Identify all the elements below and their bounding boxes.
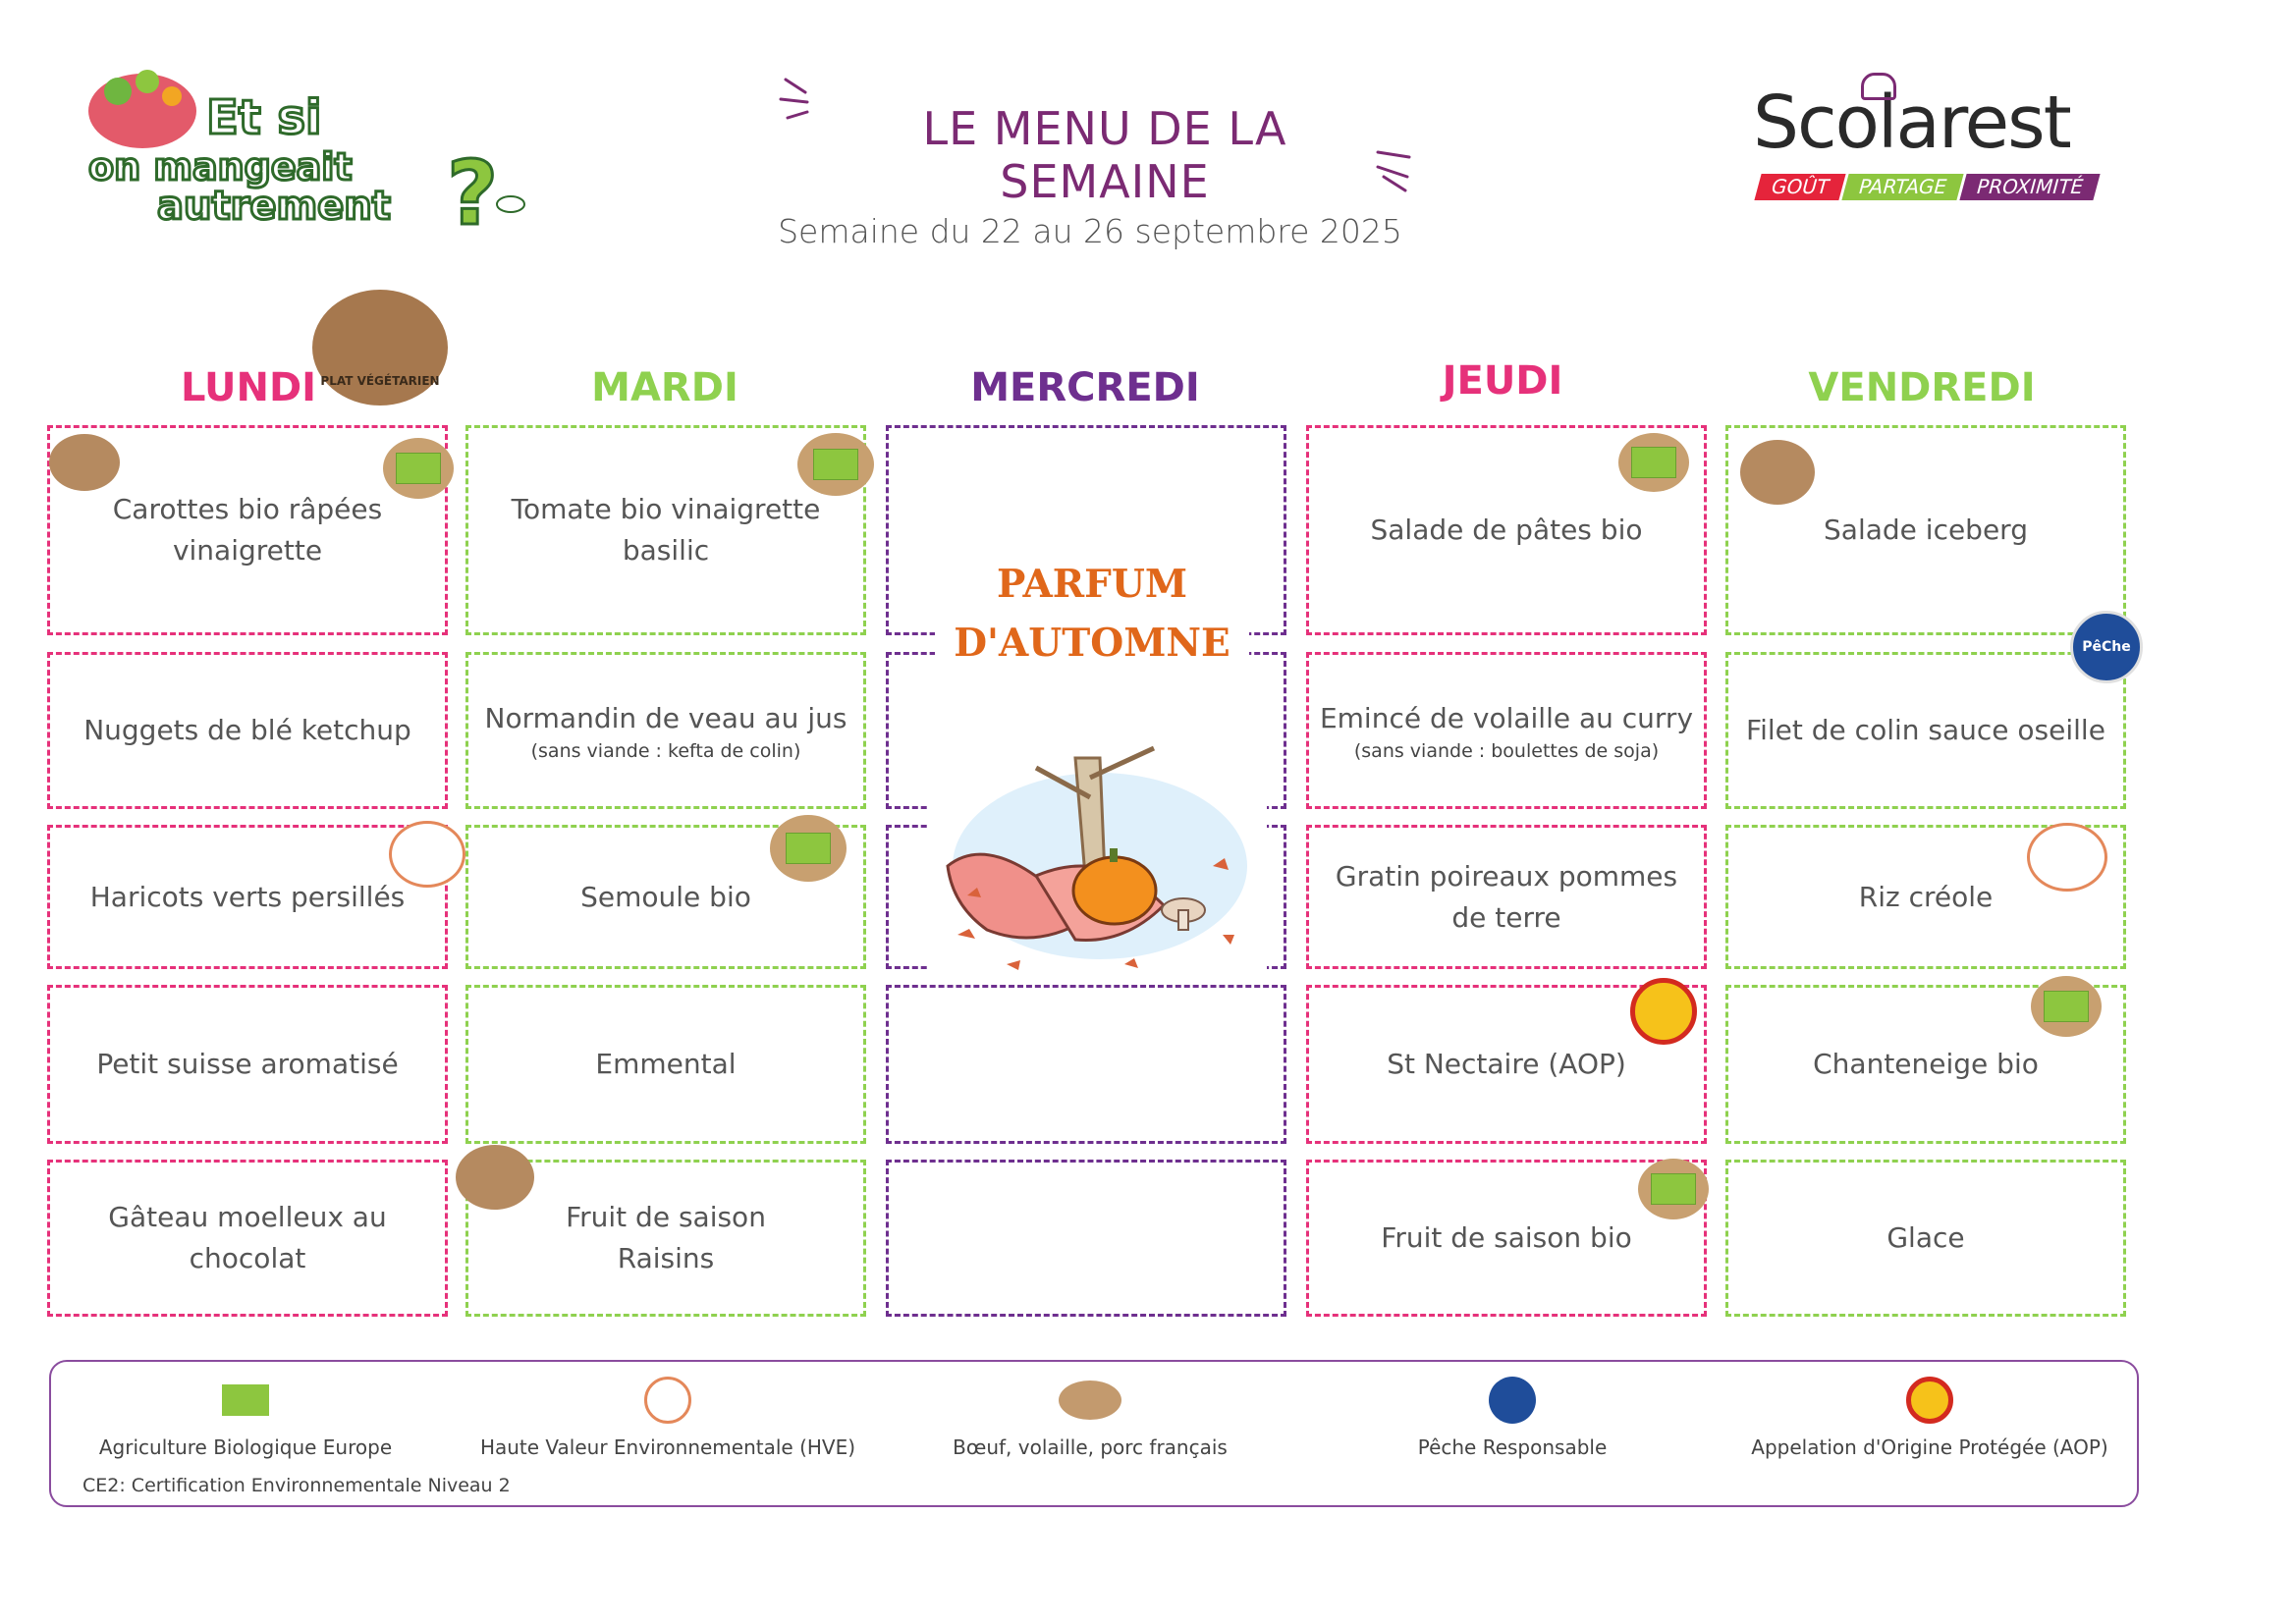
- eu-organic-icon: [383, 438, 454, 499]
- dish-label: Emmental: [595, 1048, 737, 1080]
- dish-label: Glace: [1886, 1221, 1965, 1254]
- dish-label: Riz créole: [1858, 880, 1994, 913]
- vegetarian-badge-label: PLAT VÉGÉTARIEN: [320, 374, 440, 388]
- chef-hat-icon: [1861, 73, 1896, 100]
- legend-label: Bœuf, volaille, porc français: [953, 1435, 1228, 1459]
- day-header-mardi: MARDI: [591, 365, 738, 410]
- dish-label: Gratin poireaux pommes de terre: [1335, 859, 1678, 934]
- vegetarian-dish-badge: [312, 290, 448, 406]
- legend-label: Pêche Responsable: [1417, 1435, 1608, 1459]
- dish-label: Fruit de saison: [566, 1201, 766, 1233]
- dish-label: Haricots verts persillés: [89, 880, 406, 913]
- dish-label: Petit suisse aromatisé: [96, 1048, 399, 1080]
- title-decoration-right: [1370, 147, 1429, 196]
- menu-cell-lundi-accompagnement: [47, 825, 448, 969]
- dish-label: Gâteau moelleux au chocolat: [108, 1201, 387, 1274]
- peche-responsable-icon: [2070, 611, 2143, 683]
- theme-title-line2: D'AUTOMNE: [954, 621, 1230, 667]
- campaign-logo: [79, 57, 540, 239]
- eu-organic-icon: [797, 433, 874, 496]
- day-header-vendredi: VENDREDI: [1808, 365, 2036, 410]
- legend-item-hve: [462, 1377, 874, 1459]
- dish-note: (sans viande : kefta de colin): [530, 739, 801, 762]
- dish-label: Fruit de saison bio: [1381, 1221, 1632, 1254]
- dish-label: Emincé de volaille au curry: [1319, 701, 1694, 734]
- brand-tag-proximite: PROXIMITÉ: [1960, 174, 2101, 200]
- legend-label: Haute Valeur Environnementale (HVE): [479, 1435, 856, 1459]
- dish-label: Semoule bio: [580, 880, 751, 913]
- menu-cell-jeudi-accompagnement: [1306, 825, 1707, 969]
- dish-note: (sans viande : boulettes de soja): [1353, 739, 1660, 762]
- aop-icon: [1630, 978, 1697, 1045]
- svg-text:?: ?: [447, 142, 499, 239]
- autumn-illustration: [928, 738, 1267, 979]
- dish-label-line2: Raisins: [617, 1242, 715, 1274]
- menu-cell-mercredi-5: [886, 1160, 1286, 1317]
- hve-icon: [644, 1377, 691, 1424]
- day-header-mercredi: MERCREDI: [970, 365, 1200, 410]
- menu-cell-lundi-plat: [47, 652, 448, 809]
- fresh-produce-icon: [49, 434, 120, 491]
- theme-title: [935, 555, 1249, 674]
- menu-cell-mardi-plat: [465, 652, 866, 809]
- hve-icon: [2027, 823, 2107, 892]
- menu-cell-jeudi-plat: [1306, 652, 1707, 809]
- hve-icon: [389, 821, 465, 888]
- dish-label: Filet de colin sauce oseille: [1746, 714, 2105, 746]
- brand-tag-partage: PARTAGE: [1841, 174, 1963, 200]
- eu-organic-icon: [770, 815, 847, 882]
- eu-organic-icon: [222, 1377, 269, 1424]
- svg-text:Et si: Et si: [206, 90, 322, 145]
- peche-badge-label: PêChe: [2082, 639, 2131, 655]
- brand-tagline: [1758, 174, 2100, 200]
- day-header-jeudi: JEUDI: [1442, 358, 1563, 404]
- ce2-note: CE2: Certification Environnementale Niveau 2: [82, 1475, 511, 1496]
- page-title: LE MENU DE LA SEMAINE: [922, 102, 1287, 208]
- fresh-produce-icon: [1740, 440, 1815, 505]
- menu-cell-lundi-laitage: [47, 985, 448, 1144]
- dish-label: Normandin de veau au jus: [484, 701, 847, 734]
- day-header-lundi: LUNDI: [180, 365, 317, 410]
- dish-label: Salade de pâtes bio: [1370, 514, 1643, 546]
- dish-label: Nuggets de blé ketchup: [83, 714, 411, 746]
- dish-label: Chanteneige bio: [1813, 1048, 2039, 1080]
- brand-logo: Scolarest: [1753, 81, 2070, 165]
- brand-tag-gout: GOÛT: [1754, 174, 1845, 200]
- fresh-produce-icon: [456, 1145, 534, 1210]
- week-range: Semaine du 22 au 26 septembre 2025: [778, 212, 1402, 250]
- legend-label: Appelation d'Origine Protégée (AOP): [1751, 1435, 2108, 1459]
- dish-label: Carottes bio râpées vinaigrette: [112, 493, 383, 567]
- eu-organic-icon: [1618, 433, 1689, 492]
- svg-text:on mangeait: on mangeait: [88, 145, 353, 189]
- aop-icon: [1906, 1377, 1953, 1424]
- legend-label: Agriculture Biologique Europe: [98, 1435, 393, 1459]
- eu-organic-icon: [2031, 976, 2102, 1037]
- legend-item-french-meat: [884, 1377, 1296, 1459]
- legend-item-bio: [39, 1377, 452, 1459]
- dish-label: St Nectaire (AOP): [1387, 1048, 1626, 1080]
- dish-label: Salade iceberg: [1824, 514, 2028, 546]
- dish-label: Tomate bio vinaigrette basilic: [511, 493, 821, 567]
- peche-responsable-icon: [1489, 1377, 1536, 1424]
- menu-cell-lundi-dessert: [47, 1160, 448, 1317]
- french-meat-icon: [1066, 1377, 1114, 1424]
- legend-item-peche: [1306, 1377, 1719, 1459]
- menu-cell-vendredi-dessert: [1725, 1160, 2126, 1317]
- eu-organic-icon: [1638, 1159, 1709, 1219]
- svg-text:autrement: autrement: [157, 184, 391, 229]
- menu-cell-vendredi-plat: [1725, 652, 2126, 809]
- legend-item-aop: [1723, 1377, 2136, 1459]
- menu-cell-mercredi-4: [886, 985, 1286, 1144]
- theme-title-line1: PARFUM: [996, 562, 1188, 607]
- menu-cell-mardi-laitage: [465, 985, 866, 1144]
